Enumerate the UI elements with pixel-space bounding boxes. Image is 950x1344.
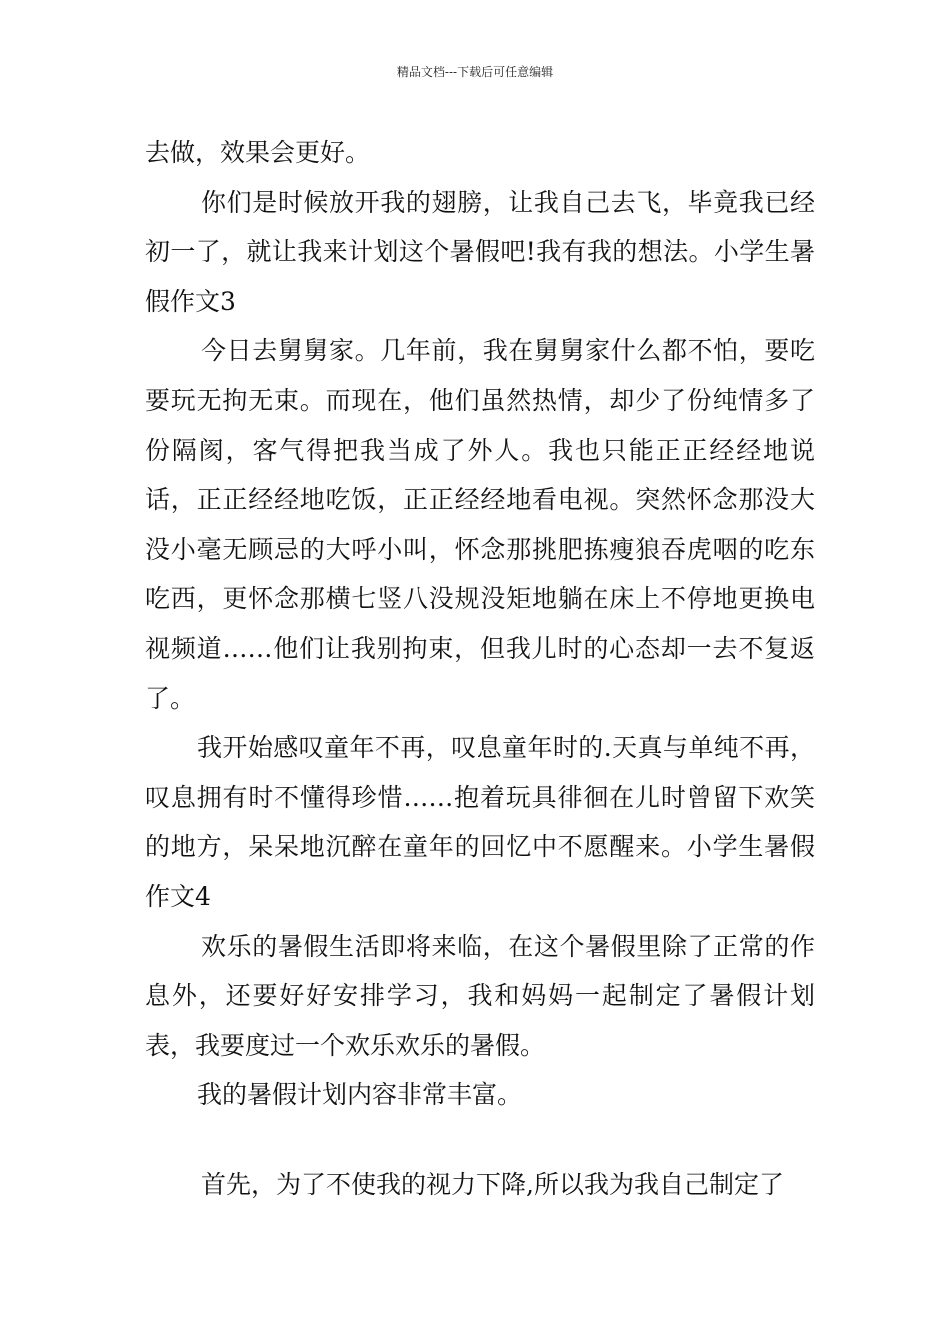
paragraph-1: 去做，效果会更好。 (145, 138, 371, 167)
document-body (145, 128, 815, 1209)
paragraph-5: 欢乐的暑假生活即将来临，在这个暑假里除了正常的作息外，还要好好安排学习，我和妈妈一起制定了暑假计划表，我要度过一个欢乐欢乐的暑假。 (145, 931, 815, 1060)
paragraph-2: 你们是时候放开我的翅膀，让我自己去飞，毕竟我已经初一了，就让我来计划这个暑假吧!我有我的想法。小学生暑假作文3 (145, 187, 815, 316)
page-header: 精品文档---下载后可任意编辑 (396, 65, 554, 79)
paragraph-7: 首先，为了不使我的视力下降,所以我为我自己制定了 (201, 1169, 784, 1199)
paragraph-gap (145, 1120, 815, 1160)
paragraph-4: 我开始感叹童年不再，叹息童年时的.天真与单纯不再，叹息拥有时不懂得珍惜……抱着玩具徘徊在儿时曾留下欢笑的地方，呆呆地沉醉在童年的回忆中不愿醒来。小学生暑假作文4 (145, 733, 815, 911)
paragraph-3: 今日去舅舅家。几年前，我在舅舅家什么都不怕，要吃要玩无拘无束。而现在，他们虽然热情，却少了份纯情多了份隔阂，客气得把我当成了外人。我也只能正正经经地说话，正正经经地吃饭，正正经经地看电视。突然怀念那没大没小毫无顾忌的大呼小叫，怀念那挑肥拣瘦狼吞虎咽的吃东吃西，更怀念那横七竖八没规没矩地躺在床上不停地更换电视频道……他们让我别拘束，但我儿时的心态却一去不复返了。 (145, 336, 815, 713)
paragraph-6: 我的暑假计划内容非常丰富。 (197, 1080, 523, 1110)
